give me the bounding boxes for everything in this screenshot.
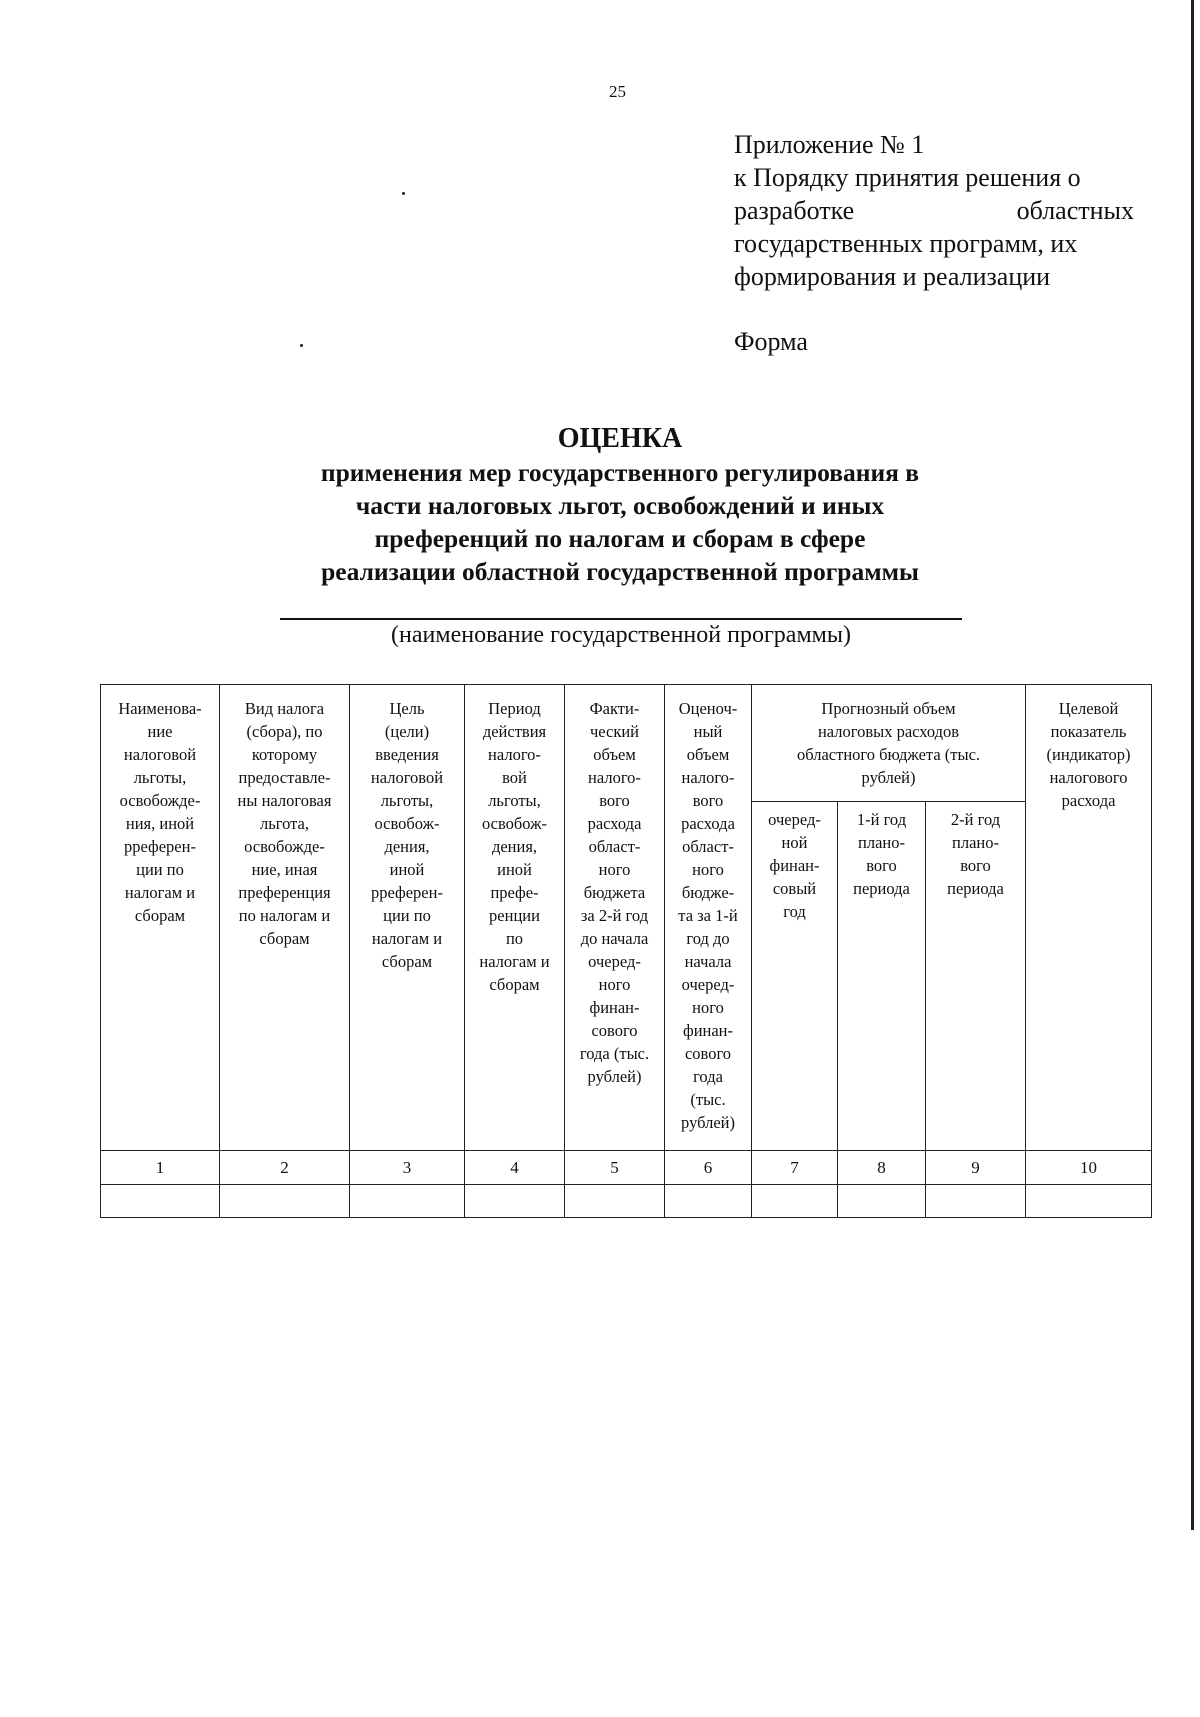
blank-cell [565,1185,665,1218]
column-number: 8 [838,1151,926,1185]
header-cell-forecast: Прогнозный объем налоговых расходов областного бюджета (тыс. рублей) [752,685,1026,802]
scan-edge-bar [1191,0,1194,1530]
program-name-line [280,618,962,620]
column-number: 4 [465,1151,565,1185]
program-name-caption: (наименование государственной программы) [391,622,851,648]
column-number: 3 [350,1151,465,1185]
document-title: ОЦЕНКА [557,423,683,454]
blank-cell [101,1185,220,1218]
subheader-cell: 2-й год плано- вого периода [926,802,1026,1151]
column-number: 5 [565,1151,665,1185]
header-cell: Цель (цели) введения налоговой льготы, освобож- дения, иной pреферен- ции по налогам и сборам [350,685,465,1151]
header-cell: Оценоч- ный объем налого- вого расхода област- ного бюдже- та за 1-й год до начала очеред- ного финан- сового года (тыс. рублей) [665,685,752,1151]
column-number: 2 [220,1151,350,1185]
column-number-row [101,1151,1152,1185]
column-number: 6 [665,1151,752,1185]
blank-cell [220,1185,350,1218]
header-cell: Наименова- ние налоговой льготы, освобожде- ния, иной pреферен- ции по налогам и сборам [101,685,220,1151]
header-cell: Вид налога (сбора), по которому предоставле- ны налоговая льгота, освобожде- ние, иная преференция по налогам и сборам [220,685,350,1151]
header-cell: Факти- ческий объем налого- вого расхода област- ного бюджета за 2-й год до начала очеред- ного финан- сового года (тыс. рублей) [565,685,665,1151]
column-number: 7 [752,1151,838,1185]
assessment-table [100,684,1152,1218]
blank-cell [465,1185,565,1218]
blank-cell [350,1185,465,1218]
header-cell: Целевой показатель (индикатор) налогового расхода [1026,685,1152,1151]
annex-line: к Порядку принятия решения о [734,163,1081,192]
annex-line: государственных программ, их [734,229,1078,258]
form-label: Форма [734,327,808,356]
blank-cell [838,1185,926,1218]
scan-speck [300,344,303,347]
blank-cell [1026,1185,1152,1218]
column-number: 10 [1026,1151,1152,1185]
subtitle-text: применения мер государственного регулирования в части налоговых льгот, освобождений и иных преференций по налогам и сборам в сфере реализации областной государственной программы [320,458,920,586]
subheader-cell: 1-й год плано- вого периода [838,802,926,1151]
scan-speck [402,192,405,195]
header-cell: Период действия налого- вой льготы, освобож- дения, иной префе- ренции по налогам и сборам [465,685,565,1151]
page-number: 25 [609,82,626,101]
column-number: 9 [926,1151,1026,1185]
annex-line: формирования и реализации [734,262,1051,291]
blank-cell [752,1185,838,1218]
blank-cell [665,1185,752,1218]
blank-row [101,1185,1152,1218]
annex-block [734,128,1134,293]
header-row [101,685,1152,802]
annex-line: разработке областных [734,196,1134,225]
annex-line: Приложение № 1 [734,130,925,159]
column-number: 1 [101,1151,220,1185]
subheader-cell: очеред- ной финан- совый год [752,802,838,1151]
document-subtitle [0,456,1200,588]
blank-cell [926,1185,1026,1218]
